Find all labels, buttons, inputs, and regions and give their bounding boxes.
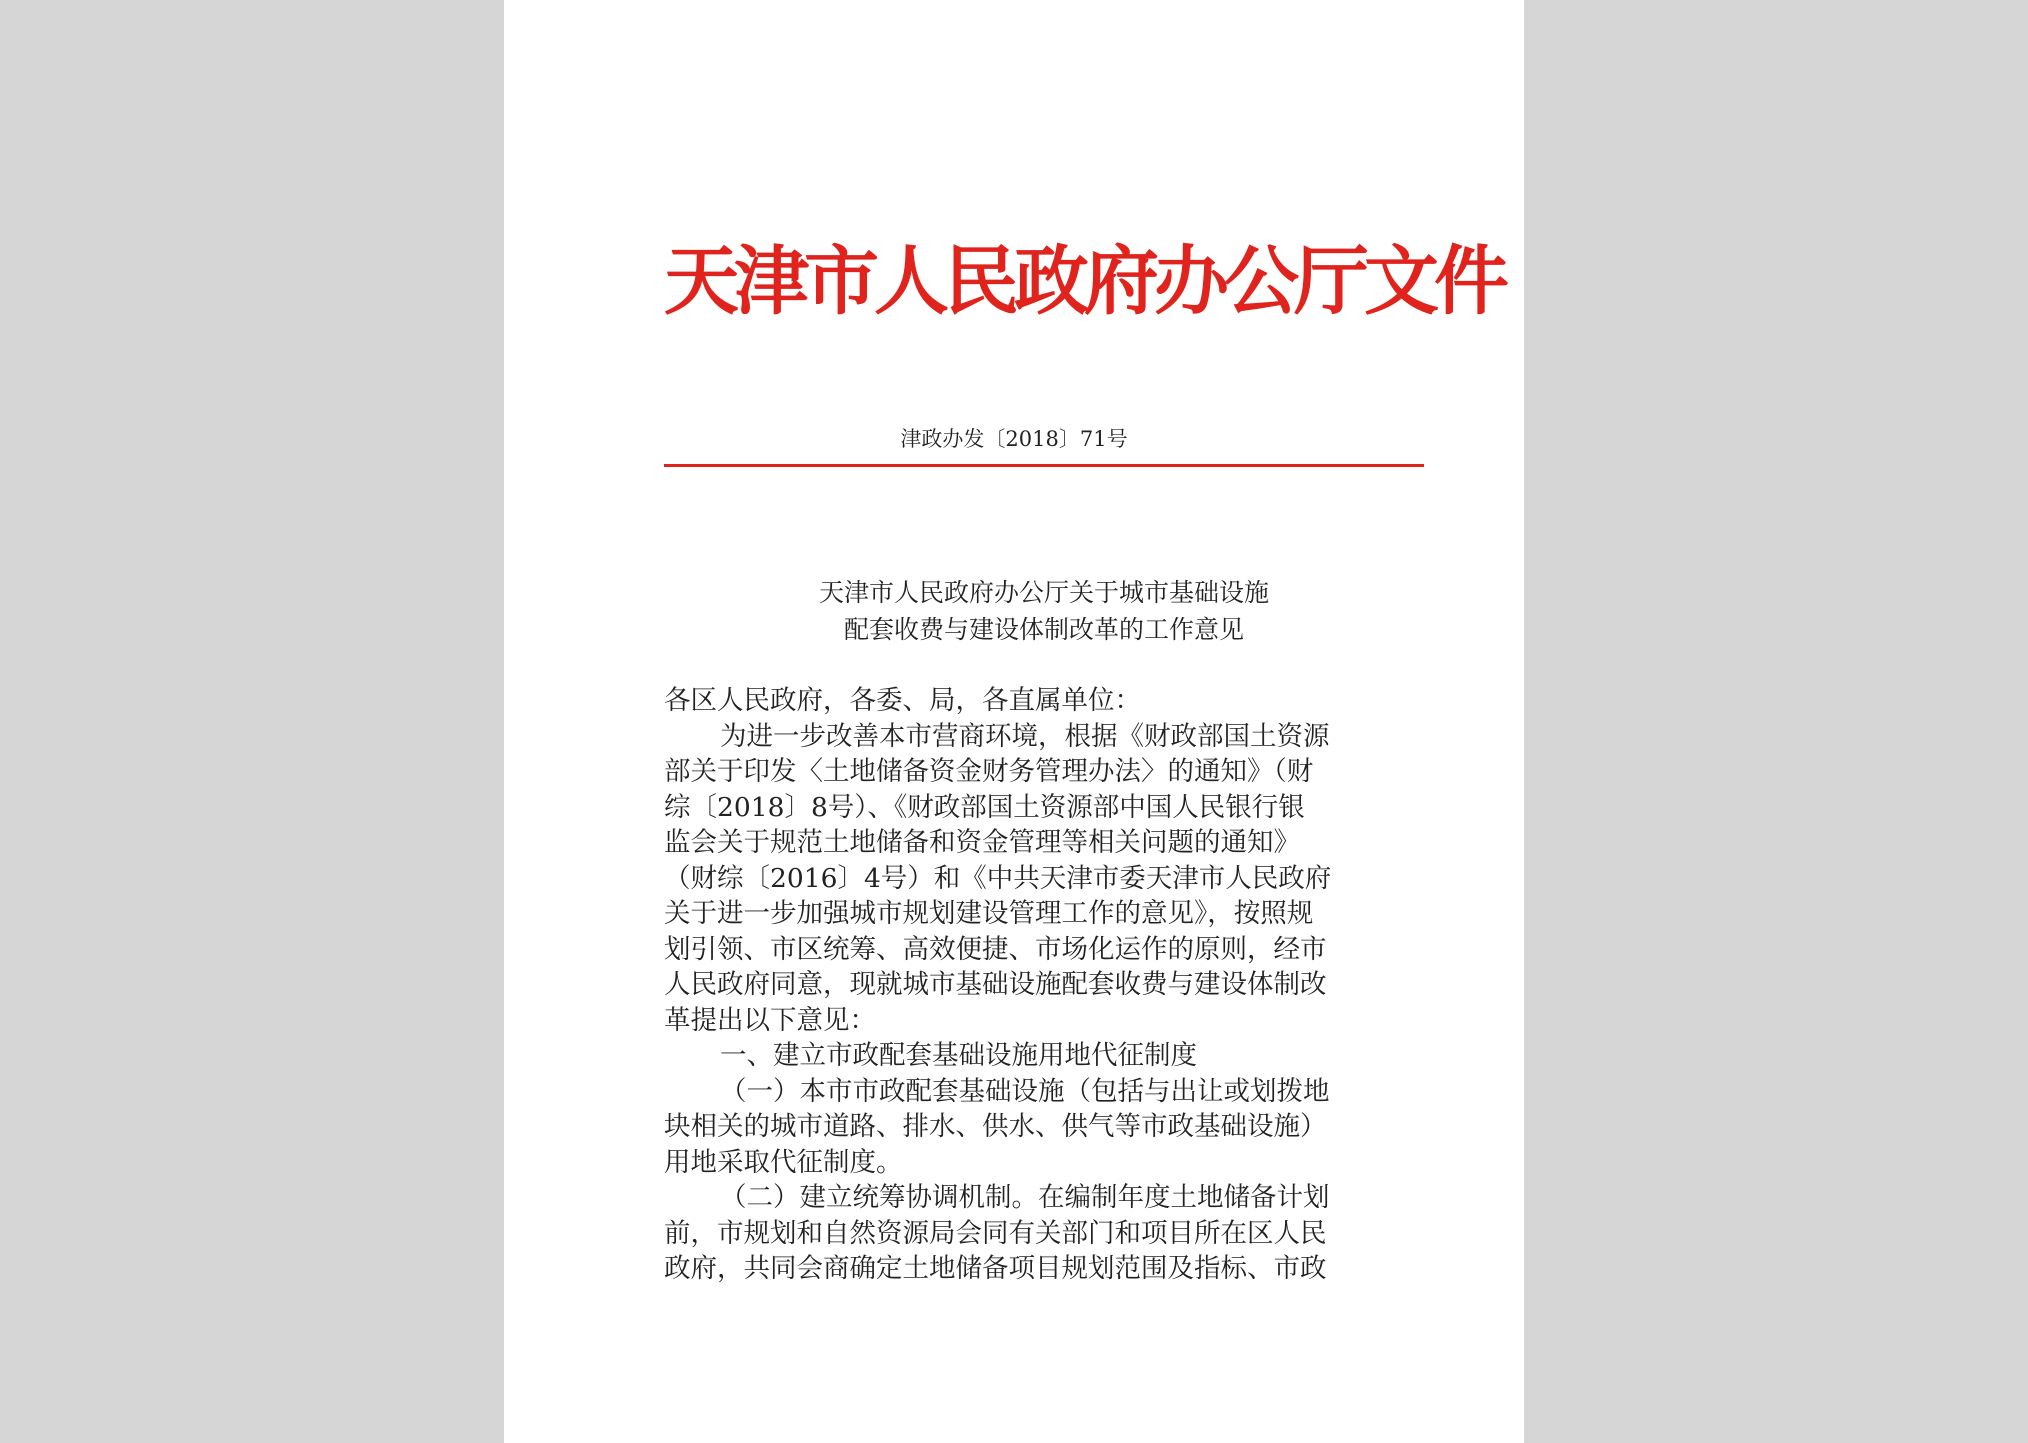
- body-line: 部关于印发〈土地储备资金财务管理办法〉的通知》（财: [664, 756, 1314, 787]
- section-heading: 一、建立市政配套基础设施用地代征制度: [720, 1040, 1197, 1071]
- body-line: 前，市规划和自然资源局会同有关部门和项目所在区人民: [664, 1217, 1327, 1249]
- body-line: 块相关的城市道路、排水、供水、供气等市政基础设施）: [664, 1111, 1327, 1142]
- document-title: [664, 574, 1424, 648]
- document-number: 津政办发〔2018〕71号: [900, 427, 1128, 451]
- body-line: 关于进一步加强城市规划建设管理工作的意见》，按照规: [664, 898, 1314, 929]
- body-line: 监会关于规范土地储备和资金管理等相关问题的通知》: [664, 827, 1300, 858]
- body-line: （一）本市市政配套基础设施（包括与出让或划拨地: [720, 1075, 1330, 1107]
- body-line: （财综〔2016〕4号）和《中共天津市委天津市人民政府: [664, 862, 1332, 894]
- document-page: [504, 0, 1524, 1443]
- body-line: 划引领、市区统筹、高效便捷、市场化运作的原则，经市: [664, 933, 1327, 965]
- title-line: 配套收费与建设体制改革的工作意见: [843, 615, 1244, 644]
- title-line: 天津市人民政府办公厅关于城市基础设施: [818, 578, 1269, 607]
- body-line: 人民政府同意，现就城市基础设施配套收费与建设体制改: [664, 969, 1327, 1000]
- body-line: 用地采取代征制度。: [664, 1146, 903, 1178]
- body-line: 为进一步改善本市营商环境，根据《财政部国土资源: [720, 720, 1330, 752]
- document-body: [664, 683, 1424, 1287]
- body-line: 政府，共同会商确定土地储备项目规划范围及指标、市政: [664, 1253, 1327, 1284]
- salutation: 各区人民政府，各委、局，各直属单位：: [664, 685, 1141, 716]
- body-line: 革提出以下意见：: [664, 1004, 876, 1036]
- body-line: （二）建立统筹协调机制。在编制年度土地储备计划: [720, 1182, 1330, 1213]
- body-line: 综〔2018〕8号）、《财政部国土资源部中国人民银行银: [664, 791, 1305, 823]
- masthead-title: 天津市人民政府办公厅文件: [664, 237, 1505, 325]
- red-divider-line: [664, 464, 1424, 467]
